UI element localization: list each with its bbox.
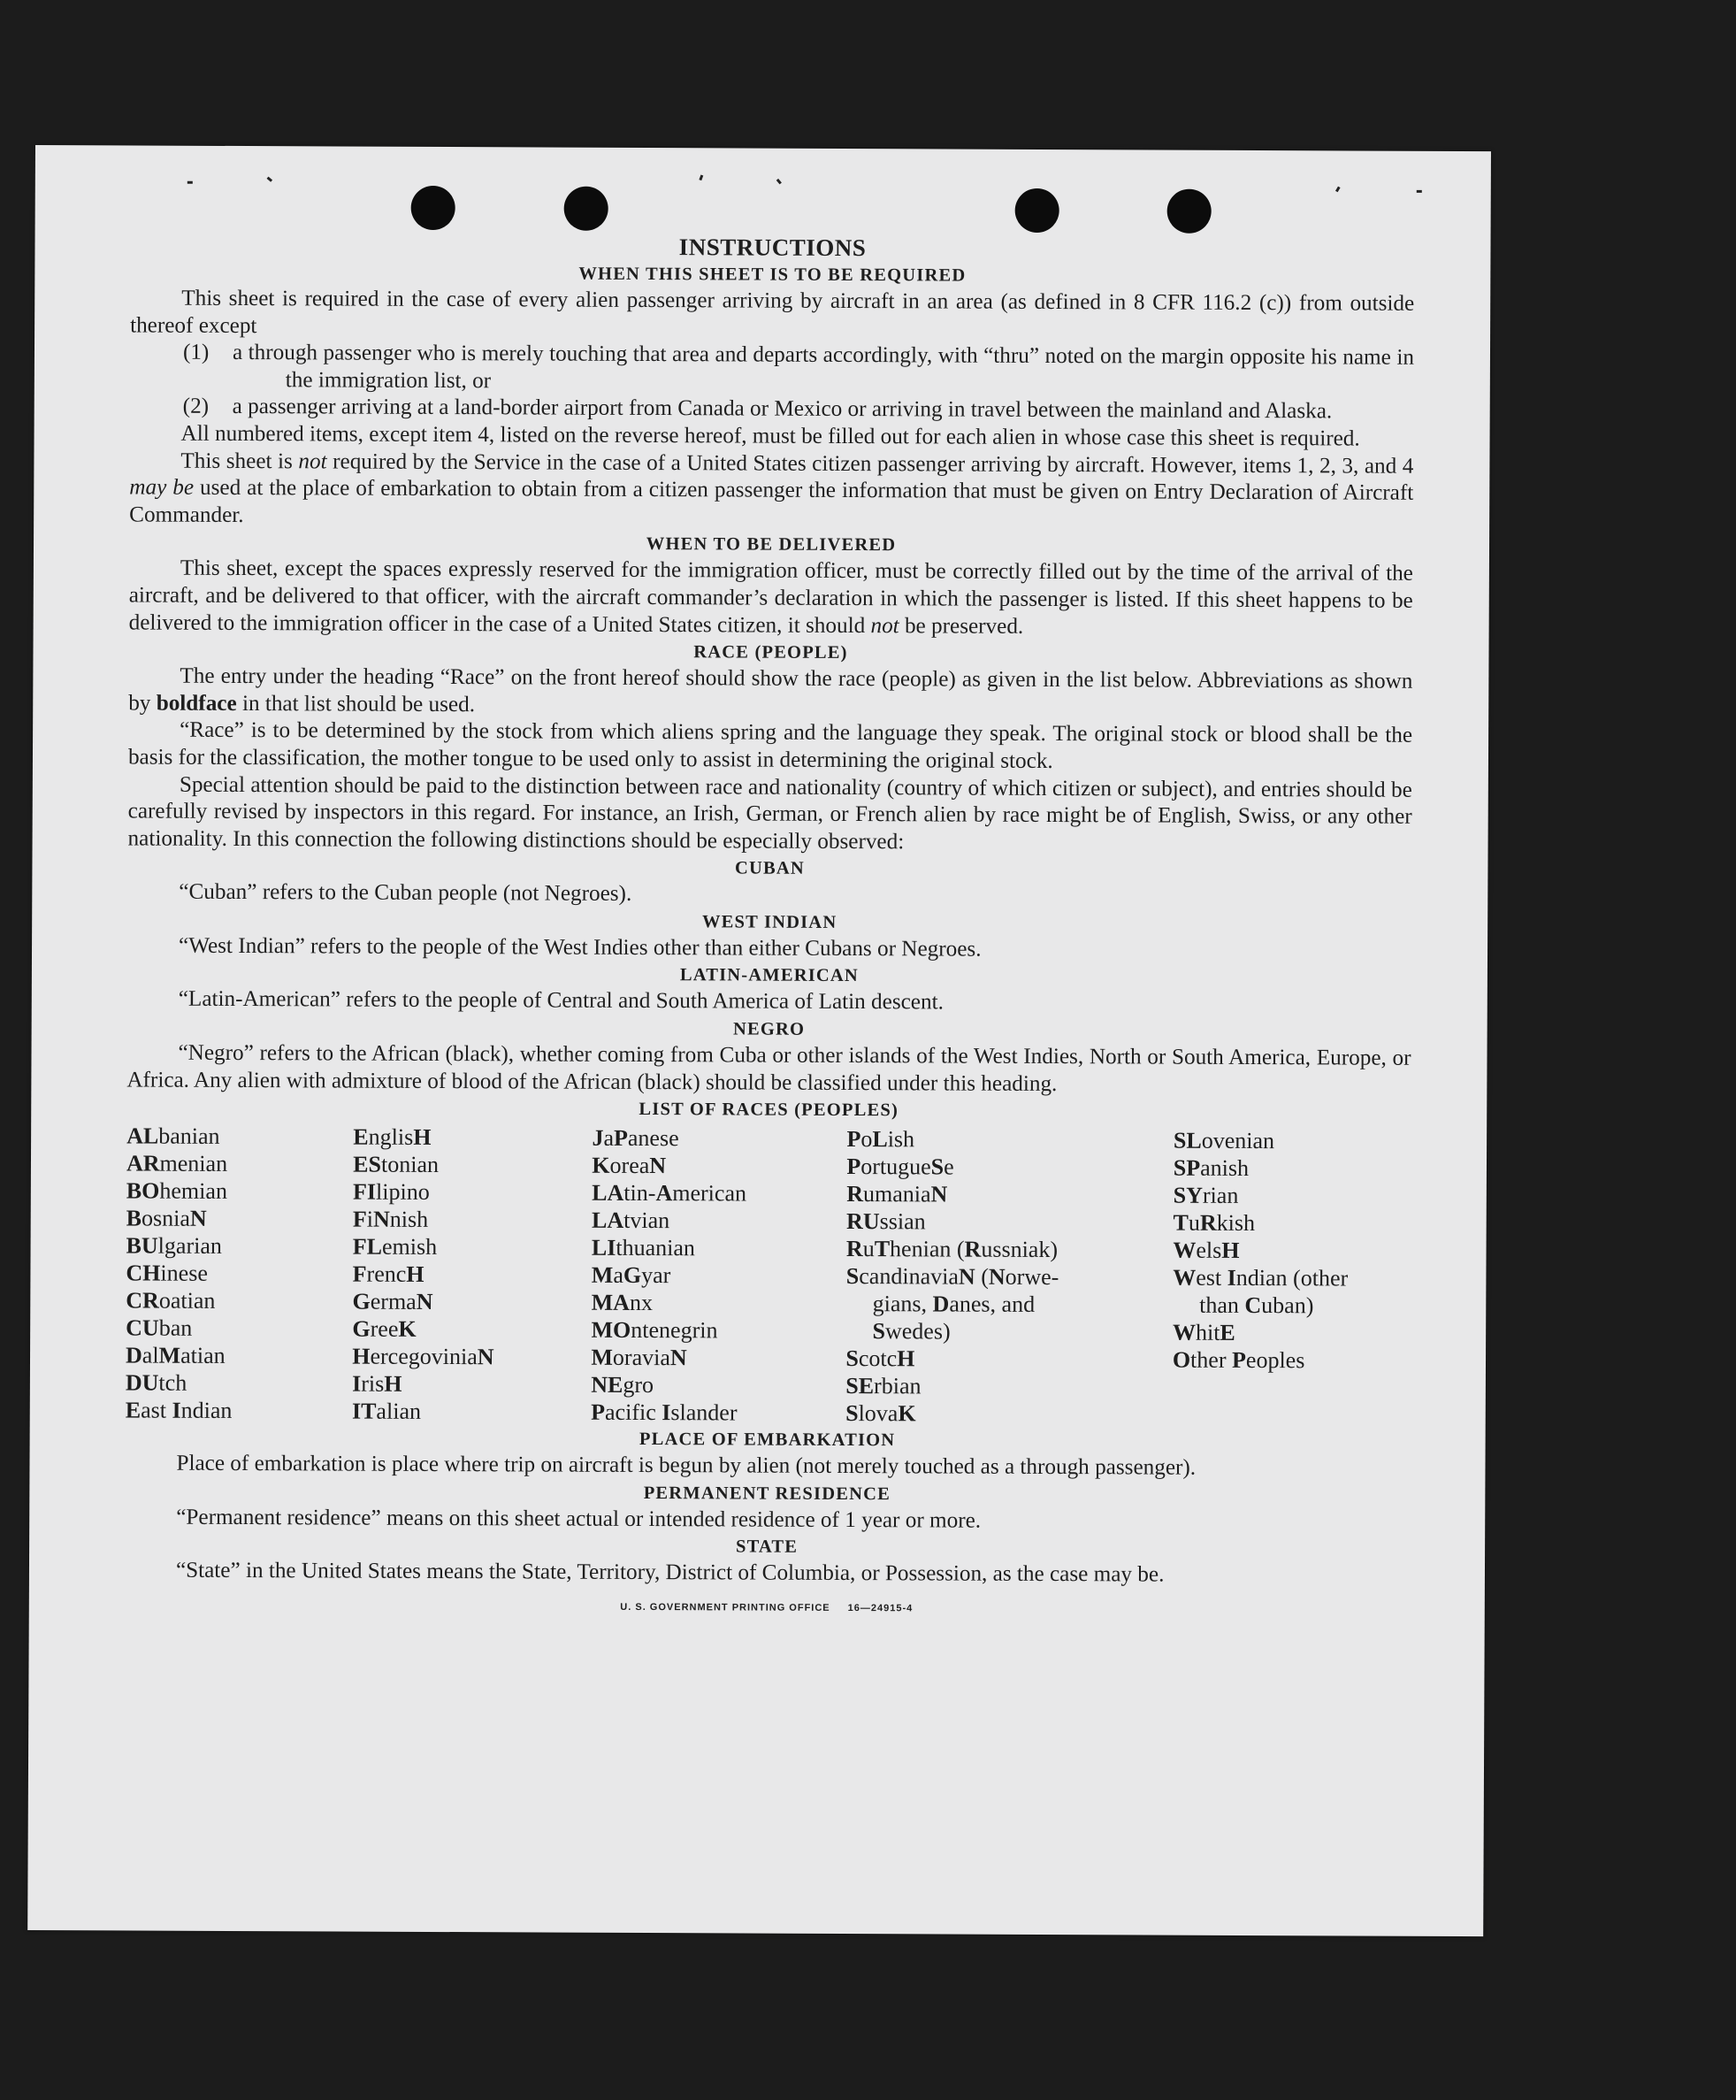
races-column <box>591 1124 847 1427</box>
race-entry: RuThenian (Russniak) <box>845 1236 1059 1263</box>
race-entry: FLemish <box>352 1233 438 1261</box>
item-text: a passenger arriving at a land-border airport from Canada or Mexico or arriving in travel between the mainland and Alaska. <box>232 395 1333 424</box>
race-entry: PoLish <box>846 1126 915 1153</box>
race-entry: CUban <box>126 1314 193 1342</box>
item-number: (1) <box>182 340 210 365</box>
text-run: The entry under the heading “Race” on the front hereof should show the race (people) as given in the list below. Abbreviations as shown by <box>128 663 1413 716</box>
heading-embarkation: PLACE OF EMBARKATION <box>639 1429 896 1451</box>
race-para2: “Race” is to be determined by the stock from which aliens spring and the language they speak. The original stock or blood shall be the basis for the classification, the mother tongue to be used only to assist in determining the original stock. <box>127 718 1413 773</box>
races-column <box>352 1123 593 1426</box>
race-entry: MoraviaN <box>591 1345 687 1371</box>
heading-race: RACE (PEOPLE) <box>693 642 848 663</box>
punch-hole <box>1015 188 1059 233</box>
race-entry: GreeK <box>352 1315 417 1343</box>
heading-cuban: CUBAN <box>734 858 805 879</box>
race-entry: DalMatian <box>125 1342 226 1369</box>
when-required-para2: All numbered items, except item 4, listed on the reverse hereof, must be filled out for each alien in whose case this sheet is required. <box>180 421 1360 451</box>
race-entry: West Indian (other <box>1173 1264 1349 1291</box>
form-code: 16—24915-4 <box>847 1603 914 1614</box>
race-entry: ScandinaviaN (Norwe- <box>845 1263 1059 1291</box>
race-para3: Special attention should be paid to the distinction between race and nationality (country of which citizen or subject), and entries should be carefully revised by inspectors in this regard. For instance, an Irish, German, or French alien by race might be of English, Swiss, or any other nationality. In this connection the following distinctions should be especially observed: <box>127 772 1412 854</box>
italic-text: may be <box>129 475 195 500</box>
race-entry: EnglisH <box>353 1123 432 1151</box>
race-entry: KoreaN <box>592 1153 667 1179</box>
race-entry: SLovenian <box>1173 1127 1275 1154</box>
scan-mark <box>1335 187 1341 193</box>
text-run: This sheet, except the spaces expressly reserved for the immigration officer, must be correctly filled out by the time of the arrival of the aircraft, and be delivered to that officer, with the aircraft commander’s declaration in which the passenger is listed. If this sheet happens to be delivered to the immigration officer in the case of a United States citizen, it should <box>128 556 1413 638</box>
race-entry: FiNnish <box>352 1206 429 1233</box>
races-list <box>126 1123 1411 1429</box>
race-entry: CRoatian <box>126 1287 216 1314</box>
printer-name: U. S. GOVERNMENT PRINTING OFFICE <box>620 1601 830 1613</box>
bold-text: boldface <box>156 691 237 716</box>
race-entry: NEgro <box>591 1372 654 1399</box>
residence-text: “Permanent residence” means on this sheet actual or intended residence of 1 year or more. <box>176 1505 982 1533</box>
when-delivered-text <box>129 556 1413 642</box>
latin-american-text: “Latin-American” refers to the people of Central and South America of Latin descent. <box>178 987 944 1015</box>
race-entry: LAtin-American <box>592 1180 747 1207</box>
race-entry: ScotcH <box>845 1345 915 1372</box>
page-title: INSTRUCTIONS <box>678 234 867 262</box>
text-run: This sheet is <box>180 448 299 473</box>
negro-text: “Negro” refers to the African (black), whether coming from Cuba or other islands of the West Indies, North or South America, Europe, or Africa. Any alien with admixture of blood of the African (black) should be classified under this heading. <box>126 1040 1411 1096</box>
race-entry: SlovaK <box>845 1400 916 1427</box>
race-entry: ALbanian <box>126 1123 220 1150</box>
item-text: a through passenger who is merely touching that area and departs accordingly, with “thru” noted on the margin opposite his name in the immigration list, or <box>232 341 1415 394</box>
scan-mark <box>187 181 193 184</box>
races-column <box>845 1125 1174 1429</box>
text-run: in that list should be used. <box>236 691 476 717</box>
races-column <box>1173 1127 1411 1429</box>
punch-hole <box>564 187 608 231</box>
heading-list-of-races: LIST OF RACES (PEOPLES) <box>639 1100 899 1121</box>
race-entry: WhitE <box>1172 1319 1235 1346</box>
races-column <box>126 1123 354 1425</box>
race-entry: Swedes) <box>872 1318 951 1345</box>
heading-west-indian: WEST INDIAN <box>701 912 837 932</box>
race-entry: BosniaN <box>126 1205 207 1232</box>
race-entry: SPanish <box>1173 1154 1250 1182</box>
cuban-text: “Cuban” refers to the Cuban people (not Negroes). <box>179 879 632 907</box>
italic-text: not <box>298 448 327 474</box>
when-required-para3 <box>129 448 1413 534</box>
heading-negro: NEGRO <box>733 1019 806 1039</box>
race-entry: East Indian <box>125 1397 233 1424</box>
scan-mark <box>1417 190 1422 193</box>
race-entry: BOhemian <box>126 1177 228 1205</box>
race-entry: SYrian <box>1173 1182 1239 1209</box>
punch-hole <box>411 186 455 230</box>
race-entry: ARmenian <box>126 1150 228 1177</box>
race-entry: ITalian <box>351 1398 422 1425</box>
race-entry: HercegoviniaN <box>352 1343 494 1370</box>
race-entry: TuRkish <box>1173 1209 1256 1237</box>
item-number: (2) <box>182 395 210 419</box>
race-entry: Other Peoples <box>1172 1346 1305 1374</box>
when-required-intro: This sheet is required in the case of every alien passenger arriving by aircraft in an area (as defined in 8 CFR 116.2 (c)) from outside thereof except <box>130 286 1415 338</box>
race-entry: MaGyar <box>591 1262 671 1289</box>
heading-latin-american: LATIN-AMERICAN <box>679 965 859 986</box>
printer-footer <box>125 1591 1409 1624</box>
italic-text: not <box>870 613 899 638</box>
race-entry: RumaniaN <box>846 1181 948 1207</box>
race-entry: FIlipino <box>353 1178 430 1206</box>
heading-residence: PERMANENT RESIDENCE <box>643 1483 891 1505</box>
race-entry: MAnx <box>591 1290 654 1316</box>
race-entry: Pacific Islander <box>591 1399 738 1426</box>
race-para1 <box>128 663 1412 724</box>
race-entry: EStonian <box>353 1151 440 1178</box>
race-entry: LAtvian <box>592 1207 670 1234</box>
text-run: required by the Service in the case of a United States citizen passenger arriving by aircraft. However, items 1, 2, 3, and 4 <box>326 449 1414 479</box>
race-entry: WelsH <box>1173 1237 1240 1264</box>
race-entry: SErbian <box>845 1373 922 1399</box>
document-sheet <box>27 145 1491 1936</box>
embarkation-text: Place of embarkation is place where trip on aircraft is begun by alien (not merely touched as a through passenger). <box>176 1451 1197 1480</box>
race-entry: MOntenegrin <box>591 1317 718 1344</box>
race-entry: IrisH <box>352 1370 402 1398</box>
text-run: be preserved. <box>899 613 1024 639</box>
race-entry: than Cuban) <box>1199 1292 1314 1319</box>
scan-mark <box>267 177 273 182</box>
race-entry: CHinese <box>126 1260 208 1287</box>
race-entry: DUtch <box>125 1369 187 1397</box>
race-entry: gians, Danes, and <box>872 1291 1036 1318</box>
heading-when-required: WHEN THIS SHEET IS TO BE REQUIRED <box>578 264 967 286</box>
race-entry: FrencH <box>352 1261 424 1288</box>
punch-hole <box>1167 189 1212 234</box>
instructions-content <box>125 230 1415 1624</box>
heading-when-delivered: WHEN TO BE DELIVERED <box>646 534 897 556</box>
race-entry: JaPanese <box>592 1125 679 1152</box>
scan-mark <box>776 179 782 185</box>
race-entry: BUlgarian <box>126 1232 222 1260</box>
race-entry: LIthuanian <box>591 1235 696 1261</box>
exception-item <box>182 340 1415 399</box>
race-entry: GermaN <box>352 1288 433 1315</box>
scan-mark <box>699 174 703 180</box>
race-entry: PortugueSe <box>846 1153 954 1180</box>
state-text: “State” in the United States means the State, Territory, District of Columbia, or Possession, as the case may be. <box>175 1559 1165 1588</box>
race-entry: RUssian <box>846 1208 926 1235</box>
text-run: used at the place of embarkation to obtain from a citizen passenger the information that must be given on Entry Declaration of Aircraft Commander. <box>129 475 1414 527</box>
heading-state: STATE <box>735 1537 799 1558</box>
west-indian-text: “West Indian” refers to the people of the West Indies other than either Cubans or Negroes. <box>178 933 982 962</box>
